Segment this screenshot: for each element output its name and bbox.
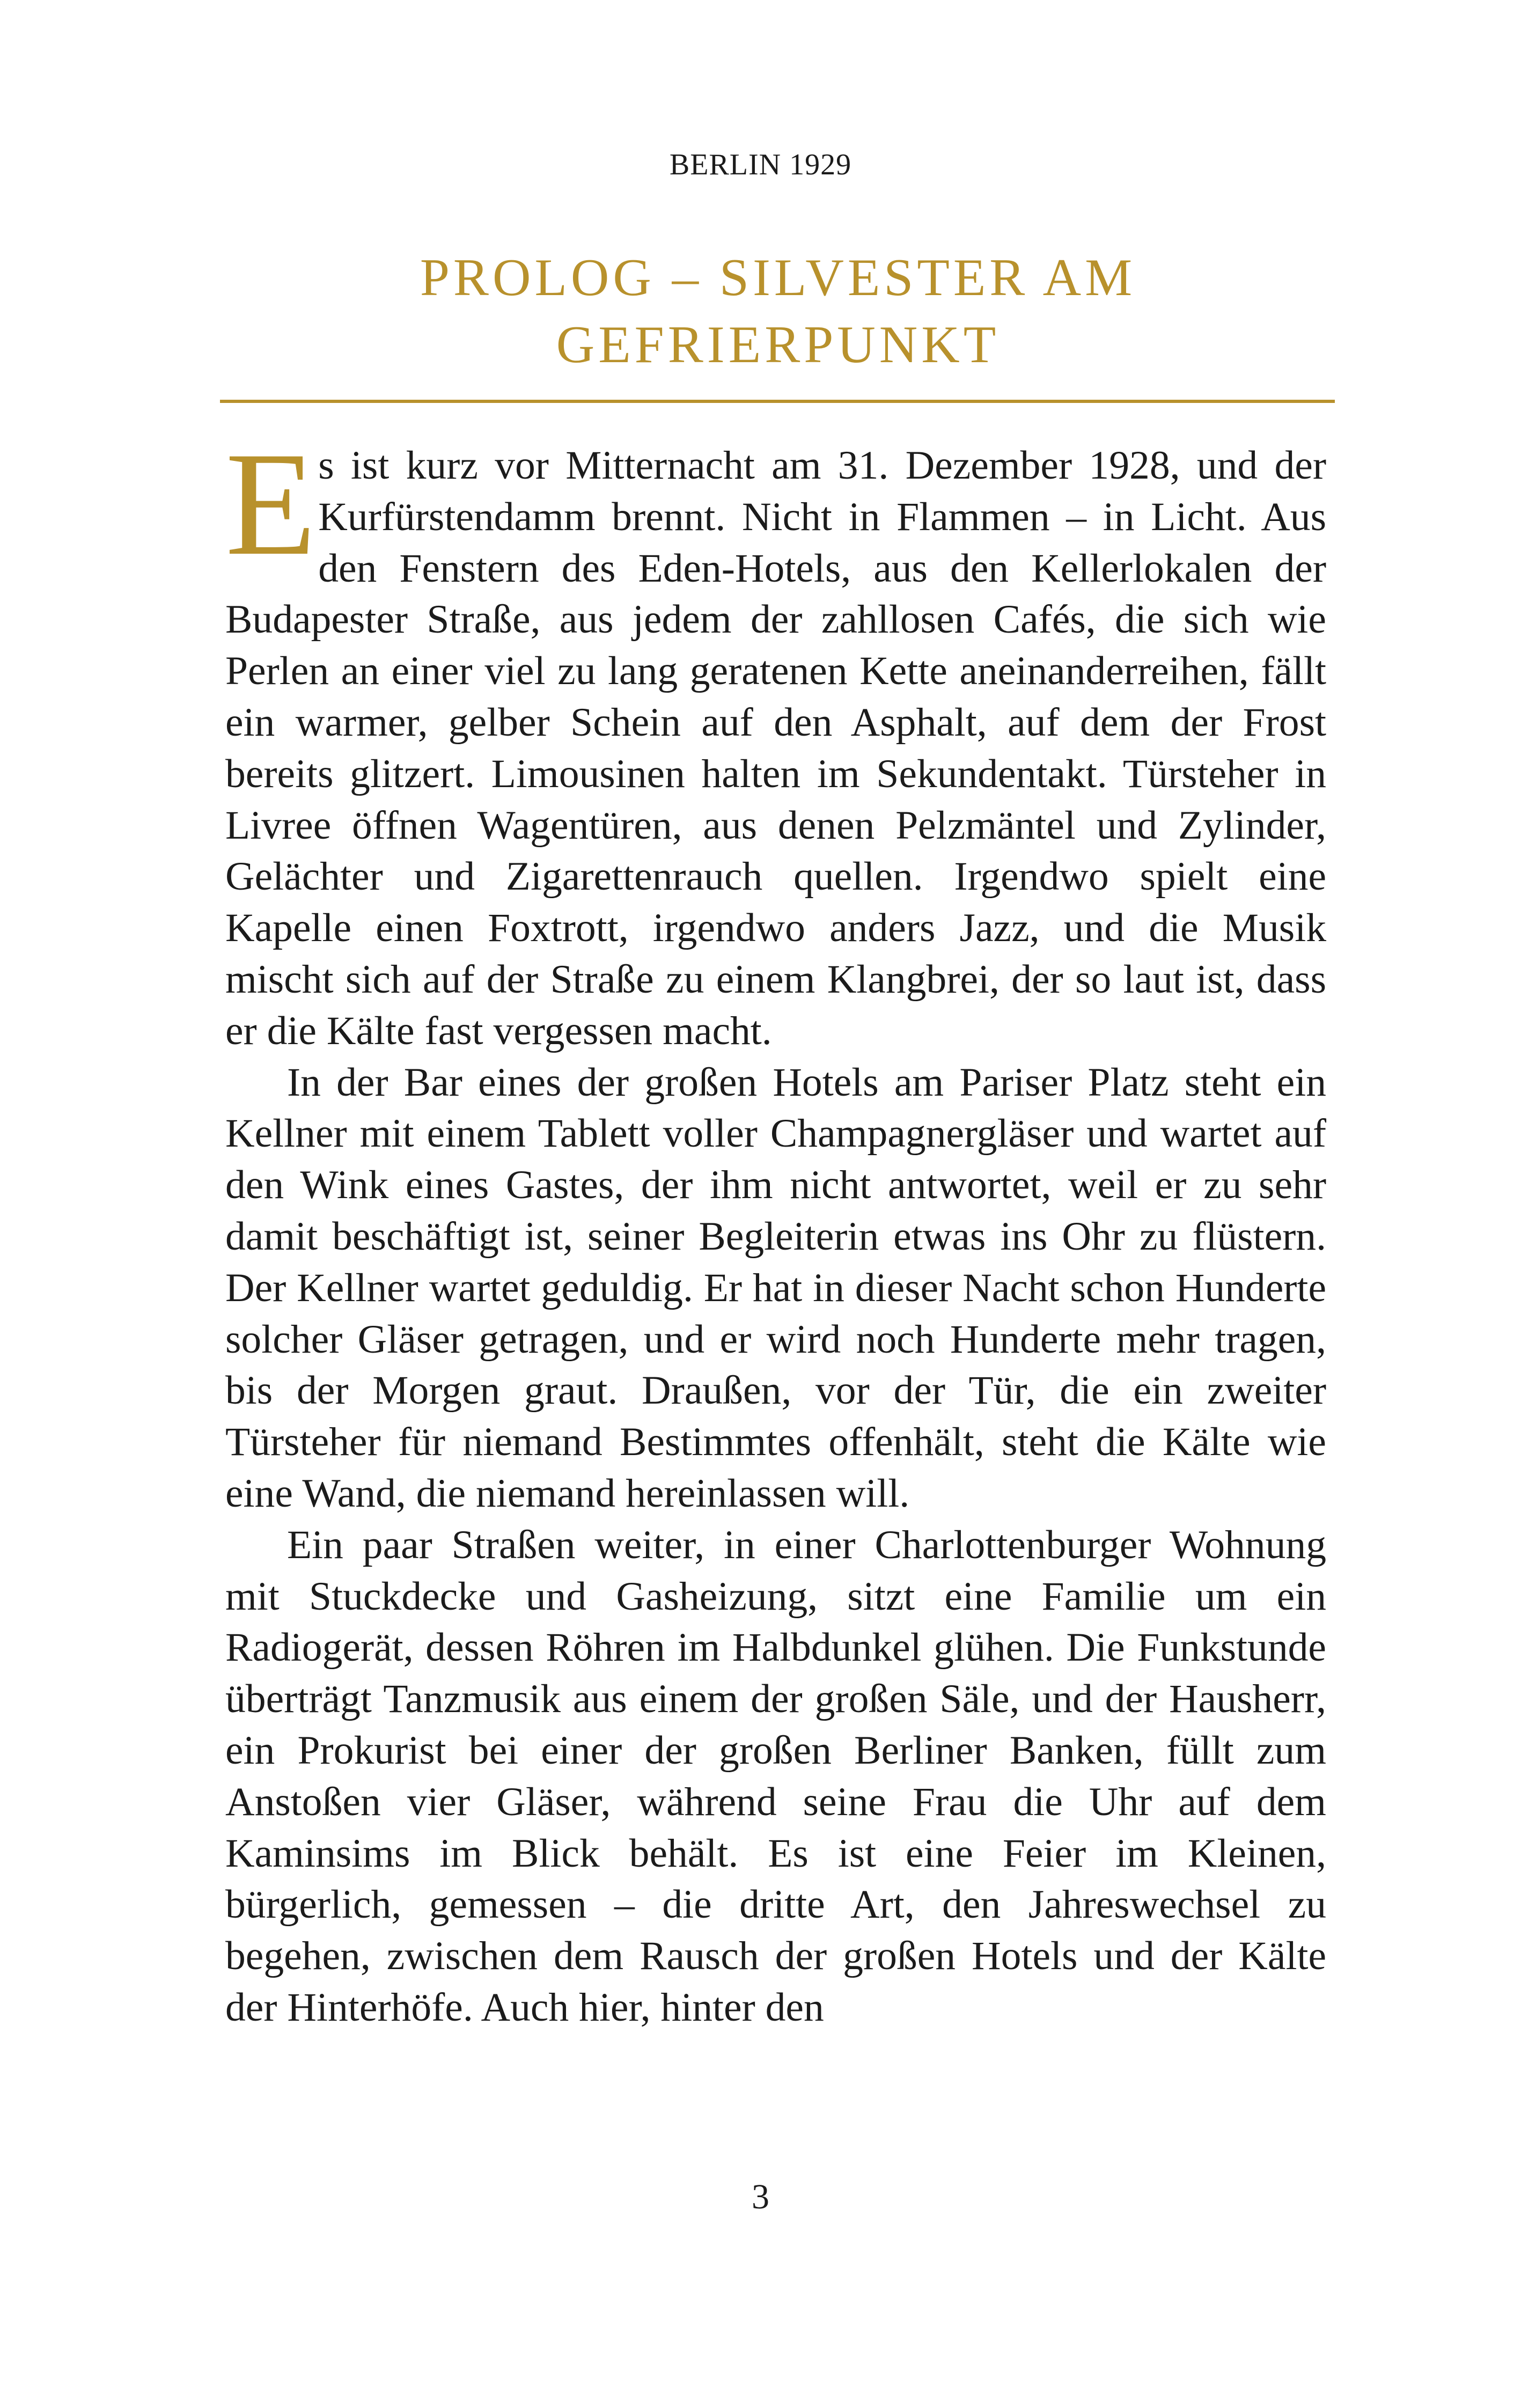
paragraph-1-text: s ist kurz vor Mitternacht am 31. Dezember 1928, und der Kurfürstendamm brennt. Nicht in Flammen – in Licht. Aus den Fenstern des Eden-Hotels, aus den Kellerlokalen der Budapester Straße, aus jedem der zahllosen Cafés, die sich wie Perlen an einer viel zu lang geratenen Kette aneinanderreihen, fällt ein warmer, gelber Schein auf den Asphalt, auf dem der Frost bereits glitzert. Limousinen halten im Sekundentakt. Türsteher in Livree öffnen Wagentüren, aus denen Pelzmäntel und Zylinder, Gelächter und Zigarettenrauch quellen. Irgendwo spielt eine Kapelle einen Foxtrott, irgendwo anders Jazz, und die Musik mischt sich auf der Straße zu einem Klangbrei, der so laut ist, dass er die Kälte fast vergessen macht. <box>225 443 1326 1053</box>
running-head: BERLIN 1929 <box>669 148 852 181</box>
chapter-title: PROLOG – SILVESTER AM GEFRIERPUNKT <box>420 248 1136 374</box>
paragraph-1 <box>225 421 1326 1057</box>
paragraph-2: In der Bar eines der großen Hotels am Pariser Platz steht ein Kellner mit einem Tablett voller Champagnergläser und wartet auf den Wink eines Gastes, der ihm nicht antwortet, weil er zu sehr damit beschäftigt ist, seiner Begleiterin etwas ins Ohr zu flüstern. Der Kellner wartet geduldig. Er hat in dieser Nacht schon Hunderte solcher Gläser getragen, und er wird noch Hunderte mehr tragen, bis der Morgen graut. Draußen, vor der Tür, die ein zweiter Türsteher für niemand Bestimmtes offenhält, steht die Kälte wie eine Wand, die niemand hereinlassen will. <box>225 1060 1326 1516</box>
paragraph-3: Ein paar Straßen weiter, in einer Charlottenburger Wohnung mit Stuckdecke und Gasheizung, sitzt eine Familie um ein Radiogerät, dessen Röhren im Halbdunkel glühen. Die Funkstunde überträgt Tanzmusik aus einem der großen Säle, und der Hausherr, ein Prokurist bei einer der großen Berliner Banken, füllt zum Anstoßen vier Gläser, während seine Frau die Uhr auf dem Kaminsims im Blick behält. Es ist eine Feier im Kleinen, bürgerlich, gemessen – die dritte Art, den Jahreswechsel zu begehen, zwischen dem Rausch der großen Hotels und der Kälte der Hinterhöfe. Auch hier, hinter den <box>225 1522 1326 2030</box>
title-divider <box>220 400 1335 403</box>
body-text <box>225 421 1326 2033</box>
drop-cap: E <box>225 421 317 586</box>
page-number: 3 <box>752 2177 769 2216</box>
